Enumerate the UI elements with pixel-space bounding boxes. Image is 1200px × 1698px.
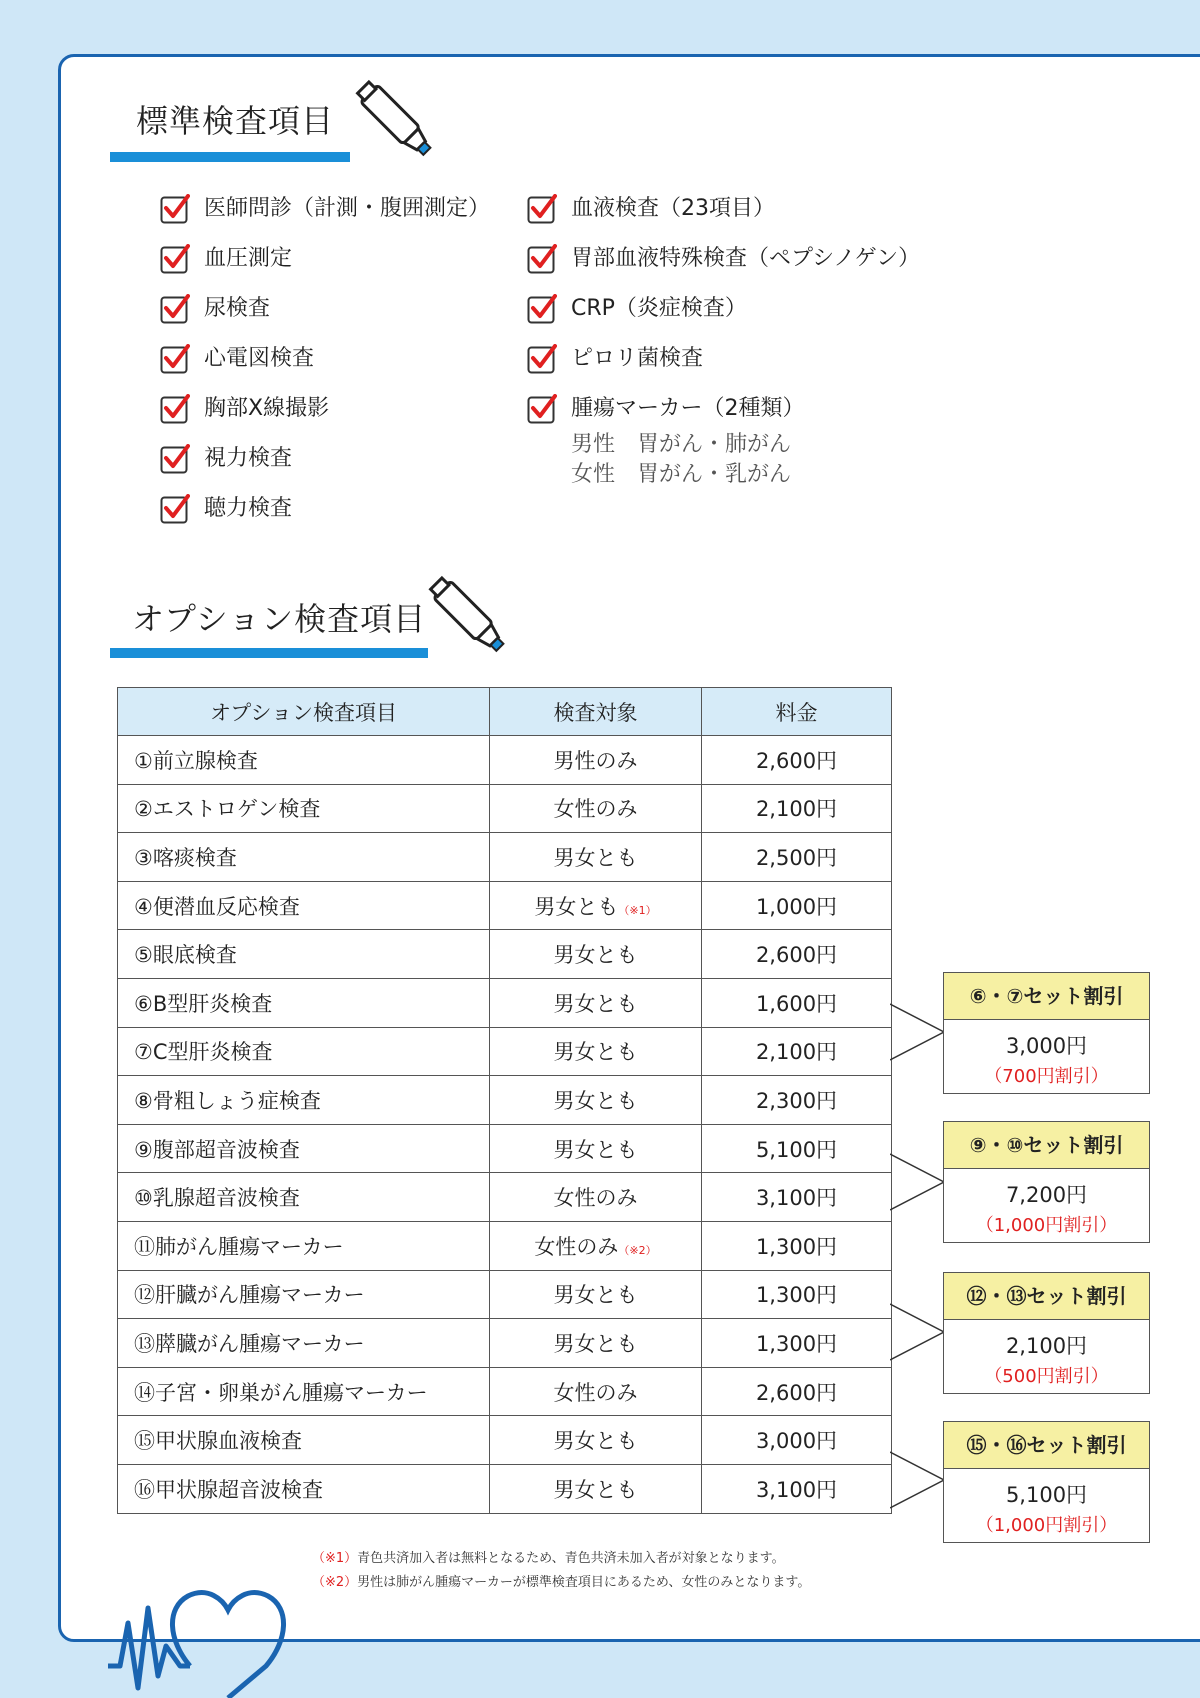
- option-target: [490, 784, 702, 833]
- option-name: ⑨腹部超音波検査: [118, 1124, 490, 1173]
- standard-check-item: [160, 292, 490, 342]
- check-item-label: 血液検査（23項目）: [571, 196, 775, 221]
- option-name: ⑤眼底検査: [118, 930, 490, 979]
- set-discount-box: [943, 972, 1150, 1094]
- option-target: [490, 1270, 702, 1319]
- tumor-marker-notes: [527, 430, 791, 490]
- title-underline: [110, 152, 350, 162]
- set-discount-label: ⑫・⑬セット割引: [944, 1273, 1149, 1320]
- set-bracket-connector: [890, 1450, 946, 1510]
- option-target: [490, 1367, 702, 1416]
- check-item-label: 心電図検査: [204, 346, 315, 371]
- option-target-label: 男女とも: [553, 1477, 638, 1502]
- option-target-label: 男女とも: [553, 1429, 638, 1454]
- option-price: 2,100円: [702, 784, 892, 833]
- set-discount-label: ⑥・⑦セット割引: [944, 973, 1149, 1020]
- option-target-label: 男女とも: [553, 1088, 638, 1113]
- footnote-2: [312, 1571, 810, 1595]
- check-item-label: 聴力検査: [204, 496, 293, 521]
- option-target: [490, 1076, 702, 1125]
- checkbox-checked-icon: [160, 494, 190, 524]
- check-item-label: 医師問診（計測・腹囲測定）: [204, 196, 491, 221]
- option-target: [490, 833, 702, 882]
- check-item-label: 尿検査: [204, 296, 271, 321]
- option-target: [490, 1416, 702, 1465]
- standard-check-item: [527, 342, 920, 392]
- option-price: 2,100円: [702, 1027, 892, 1076]
- option-target-label: 女性のみ: [553, 1380, 638, 1405]
- option-name: ④便潜血反応検査: [118, 881, 490, 930]
- option-name: ⑥B型肝炎検査: [118, 978, 490, 1027]
- option-name: ②エストロゲン検査: [118, 784, 490, 833]
- tumor-note-female: 女性 胃がん・乳がん: [571, 462, 792, 487]
- option-target: [490, 1027, 702, 1076]
- standard-list-right: [527, 192, 920, 442]
- footnote-text: 男性は肺がん腫瘍マーカーが標準検査項目にあるため、女性のみとなります。: [357, 1575, 811, 1590]
- option-price: 1,600円: [702, 978, 892, 1027]
- option-name: ⑧骨粗しょう症検査: [118, 1076, 490, 1125]
- table-row: [118, 978, 892, 1027]
- standard-check-item: [160, 192, 490, 242]
- footnote-1: [312, 1547, 810, 1571]
- option-target-label: 女性のみ: [553, 1186, 638, 1211]
- table-row: [118, 1027, 892, 1076]
- option-target: [490, 881, 702, 930]
- standard-check-item: [160, 442, 490, 492]
- check-item-label: 視力検査: [204, 446, 293, 471]
- heartbeat-heart-icon: [108, 1548, 308, 1698]
- check-item-label: 胸部X線撮影: [204, 396, 330, 421]
- check-item-label: ピロリ菌検査: [571, 346, 704, 371]
- set-discount-box: [943, 1121, 1150, 1243]
- checkbox-checked-icon: [527, 194, 557, 224]
- footnote-text: 青色共済加入者は無料となるため、青色共済未加入者が対象となります。: [357, 1551, 785, 1566]
- option-target-label: 男女とも: [534, 894, 619, 919]
- standard-list-left: [160, 192, 490, 542]
- standard-section-title: 標準検査項目: [136, 102, 335, 140]
- set-discount-box: [943, 1421, 1150, 1543]
- option-target-label: 男女とも: [553, 991, 638, 1016]
- standard-check-item: [160, 242, 490, 292]
- set-price: 3,000円: [1005, 1034, 1088, 1058]
- standard-check-item: [160, 342, 490, 392]
- option-price: 3,100円: [702, 1464, 892, 1513]
- option-target: [490, 1173, 702, 1222]
- option-target: [490, 1464, 702, 1513]
- option-target: [490, 1124, 702, 1173]
- option-price: 1,300円: [702, 1221, 892, 1270]
- option-price: 2,300円: [702, 1076, 892, 1125]
- set-price: 7,200円: [1005, 1183, 1088, 1207]
- option-note-mark: （※2）: [618, 1243, 657, 1257]
- header-price: 料金: [702, 688, 892, 736]
- table-row: [118, 1173, 892, 1222]
- option-price: 1,300円: [702, 1270, 892, 1319]
- option-price: 1,000円: [702, 881, 892, 930]
- tumor-note-male: 男性 胃がん・肺がん: [571, 432, 792, 457]
- standard-check-item: [527, 242, 920, 292]
- option-target-label: 男女とも: [553, 943, 638, 968]
- option-price: 2,500円: [702, 833, 892, 882]
- set-discount-box: [943, 1272, 1150, 1394]
- option-price: 2,600円: [702, 1367, 892, 1416]
- option-name: ③喀痰検査: [118, 833, 490, 882]
- option-target: [490, 978, 702, 1027]
- option-target-label: 男女とも: [553, 1283, 638, 1308]
- set-bracket-connector: [890, 1152, 946, 1212]
- option-name: ⑭子宮・卵巣がん腫瘍マーカー: [118, 1367, 490, 1416]
- table-row: [118, 784, 892, 833]
- set-bracket-connector: [890, 1302, 946, 1362]
- header-target: 検査対象: [490, 688, 702, 736]
- option-name: ⑬膵臓がん腫瘍マーカー: [118, 1319, 490, 1368]
- checkbox-checked-icon: [160, 294, 190, 324]
- checkbox-checked-icon: [527, 394, 557, 424]
- option-name: ⑩乳腺超音波検査: [118, 1173, 490, 1222]
- option-name: ⑪肺がん腫瘍マーカー: [118, 1221, 490, 1270]
- table-row: [118, 1270, 892, 1319]
- footnotes: [312, 1547, 810, 1595]
- option-name: ⑮甲状腺血液検査: [118, 1416, 490, 1465]
- standard-check-item: [160, 392, 490, 442]
- checkbox-checked-icon: [160, 394, 190, 424]
- set-discount-amount: （1,000円割引）: [975, 1215, 1118, 1236]
- option-target: [490, 1319, 702, 1368]
- checkbox-checked-icon: [527, 294, 557, 324]
- option-target-label: 女性のみ: [534, 1234, 619, 1259]
- option-target: [490, 930, 702, 979]
- set-price: 2,100円: [1005, 1334, 1088, 1358]
- table-row: [118, 1319, 892, 1368]
- title-underline: [110, 648, 428, 658]
- standard-check-item: [527, 292, 920, 342]
- option-table: [117, 687, 892, 1514]
- option-target-label: 女性のみ: [553, 797, 638, 822]
- option-price: 3,000円: [702, 1416, 892, 1465]
- footnote-mark: （※1）: [312, 1551, 358, 1566]
- table-row: [118, 1221, 892, 1270]
- checkbox-checked-icon: [160, 194, 190, 224]
- footnote-mark: （※2）: [312, 1575, 358, 1590]
- option-target-label: 男女とも: [553, 1331, 638, 1356]
- checkbox-checked-icon: [160, 444, 190, 474]
- set-discount-amount: （1,000円割引）: [975, 1515, 1118, 1536]
- set-price: 5,100円: [1005, 1483, 1088, 1507]
- table-header-row: [118, 688, 892, 736]
- option-name: ⑯甲状腺超音波検査: [118, 1464, 490, 1513]
- option-name: ⑫肝臓がん腫瘍マーカー: [118, 1270, 490, 1319]
- standard-section-header: [110, 96, 470, 166]
- table-row: [118, 1124, 892, 1173]
- option-section-title: オプション検査項目: [132, 600, 427, 638]
- standard-check-item: [527, 192, 920, 242]
- set-bracket-connector: [890, 1002, 946, 1062]
- header-item: オプション検査項目: [118, 688, 490, 736]
- option-name: ①前立腺検査: [118, 736, 490, 785]
- set-discount-amount: （500円割引）: [984, 1366, 1109, 1387]
- table-row: [118, 1367, 892, 1416]
- option-target-label: 男女とも: [553, 1040, 638, 1065]
- table-row: [118, 1076, 892, 1125]
- option-target: [490, 1221, 702, 1270]
- set-discount-label: ⑨・⑩セット割引: [944, 1122, 1149, 1169]
- option-price: 3,100円: [702, 1173, 892, 1222]
- table-row: [118, 930, 892, 979]
- option-section-header: [110, 594, 530, 664]
- option-target-label: 男女とも: [553, 845, 638, 870]
- option-target-label: 男性のみ: [553, 748, 638, 773]
- option-target-label: 男女とも: [553, 1137, 638, 1162]
- table-row: [118, 1416, 892, 1465]
- option-price: 2,600円: [702, 930, 892, 979]
- table-row: [118, 736, 892, 785]
- marker-pen-icon: [355, 78, 445, 168]
- set-discount-label: ⑮・⑯セット割引: [944, 1422, 1149, 1469]
- standard-check-item: [160, 492, 490, 542]
- checkbox-checked-icon: [160, 344, 190, 374]
- checkbox-checked-icon: [527, 344, 557, 374]
- option-note-mark: （※1）: [618, 903, 657, 917]
- checkbox-checked-icon: [527, 244, 557, 274]
- marker-pen-icon: [428, 574, 518, 664]
- check-item-label: 腫瘍マーカー（2種類）: [571, 396, 805, 421]
- check-item-label: 血圧測定: [204, 246, 293, 271]
- option-price: 5,100円: [702, 1124, 892, 1173]
- set-discount-amount: （700円割引）: [984, 1066, 1109, 1087]
- table-row: [118, 881, 892, 930]
- check-item-label: CRP（炎症検査）: [571, 296, 747, 321]
- checkbox-checked-icon: [160, 244, 190, 274]
- option-target: [490, 736, 702, 785]
- option-price: 1,300円: [702, 1319, 892, 1368]
- option-name: ⑦C型肝炎検査: [118, 1027, 490, 1076]
- table-row: [118, 833, 892, 882]
- check-item-label: 胃部血液特殊検査（ペプシノゲン）: [571, 246, 921, 271]
- table-row: [118, 1464, 892, 1513]
- option-price: 2,600円: [702, 736, 892, 785]
